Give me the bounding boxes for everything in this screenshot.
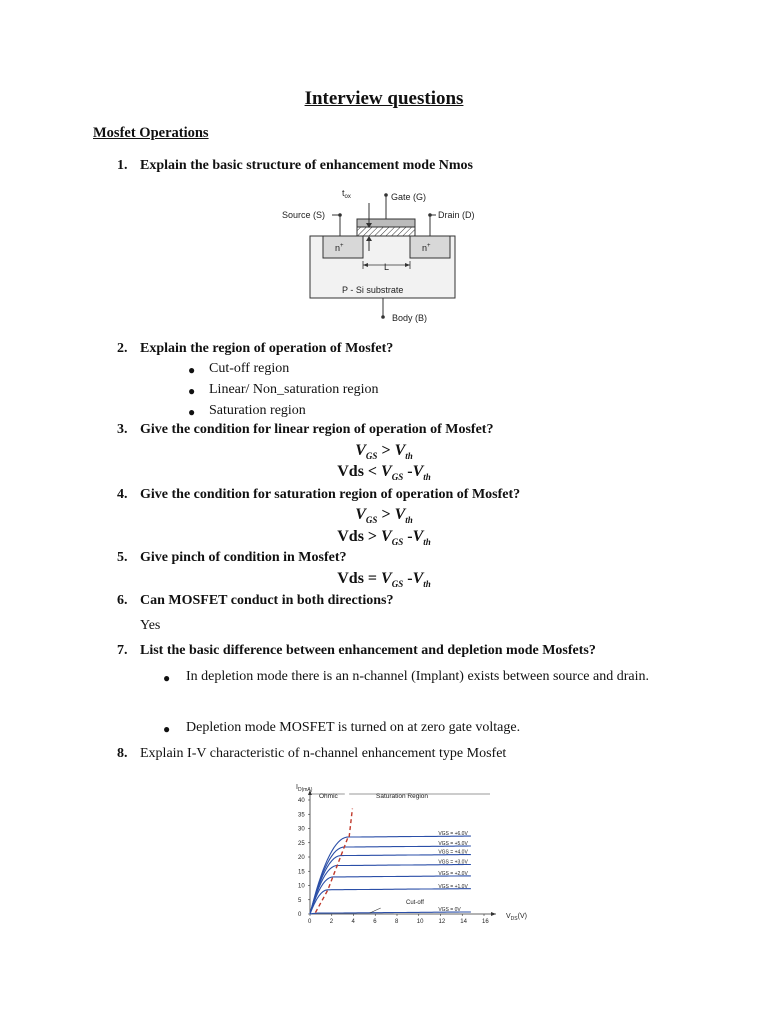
x-axis-arrow: [491, 912, 496, 916]
chart-series-labels: [438, 831, 468, 913]
region-item: Cut-off region: [209, 361, 290, 376]
gate-label: Gate (G): [391, 192, 427, 202]
bullet-icon: ●: [188, 405, 196, 419]
drain-n-label: n+: [422, 243, 431, 253]
x-tick-label: 2: [329, 919, 334, 925]
y-tick-label: 40: [298, 798, 305, 804]
bullet-icon: ●: [188, 384, 196, 398]
pinch-off-locus: [315, 837, 348, 913]
x-tick-label: 14: [460, 919, 467, 925]
question-text: Give the condition for linear region of operation of Mosfet?: [140, 422, 494, 437]
series-label: VGS = 0V: [438, 907, 461, 914]
y-tick-label: 15: [298, 869, 305, 876]
x-tick-label: 6: [373, 919, 377, 925]
tox-label: $t_{ox}$: [342, 188, 351, 200]
bullet-icon: ●: [163, 722, 171, 736]
question-text: Give the condition for saturation region of operation of Mosfet?: [140, 487, 521, 502]
x-tick-label: 16: [482, 919, 489, 925]
region-item: Linear/ Non_saturation region: [209, 382, 379, 397]
substrate-label: P - Si substrate: [342, 285, 404, 295]
question-number: 2.: [117, 341, 128, 356]
question-text: List the basic difference between enhancement and depletion mode Mosfets?: [140, 643, 596, 658]
bullet-icon: ●: [163, 671, 171, 685]
x-tick-label: 10: [416, 919, 424, 925]
formula-vgs-gt-vth: $V_{GS} > V_{th}$: [355, 442, 413, 462]
region-item: Saturation region: [209, 403, 306, 418]
y-axis-title: $I_{D(mA)}$: [296, 784, 313, 793]
question-text: Give pinch of condition in Mosfet?: [140, 550, 347, 565]
series-label: VGS = +3.0V: [438, 859, 468, 866]
x-tick-label: 0: [308, 919, 312, 925]
depletion-point: In depletion mode there is an n-channel (Implant) exists between source and drain.: [186, 669, 650, 684]
question-number: 7.: [117, 643, 128, 658]
source-n-label: n+: [335, 243, 344, 253]
question-text: Explain the region of operation of Mosfet?: [140, 341, 394, 356]
question-number: 6.: [117, 593, 128, 608]
formula-vgs-gt-vth: $V_{GS} > V_{th}$: [355, 506, 413, 526]
x-tick-label: 4: [351, 919, 355, 925]
question-text: Explain I-V characteristic of n-channel enhancement type Mosfet: [140, 746, 507, 761]
x-tick-label: 8: [395, 919, 399, 925]
question-text: Explain the basic structure of enhancement mode Nmos: [140, 158, 474, 173]
page-title: Interview questions: [304, 88, 464, 109]
series-label: VGS = +1.0V: [438, 883, 468, 890]
question-number: 5.: [117, 550, 128, 565]
section-heading: Mosfet Operations: [93, 125, 209, 141]
series-label: VGS = +6.0V: [438, 831, 468, 838]
question-number: 3.: [117, 422, 128, 437]
y-tick-label: 30: [298, 826, 305, 833]
question-text: Can MOSFET conduct in both directions?: [140, 593, 394, 608]
question-number: 1.: [117, 158, 128, 173]
cutoff-annotation: Cut-off: [406, 900, 424, 906]
question-number: 8.: [117, 746, 128, 761]
drain-label: Drain (D): [438, 210, 475, 220]
ohmic-annotation: Ohmic: [319, 793, 338, 800]
gate-electrode: [357, 219, 415, 227]
answer-text: Yes: [140, 618, 161, 633]
pinch-off-locus-extension: [349, 809, 352, 838]
depletion-point: Depletion mode MOSFET is turned on at zero gate voltage.: [186, 720, 521, 735]
y-tick-label: 35: [298, 812, 305, 819]
formula-vds-eq: Vds = $V_{GS}$ $-V_{th}$: [337, 570, 431, 590]
formula-vds-gt: Vds > $V_{GS}$ $-V_{th}$: [337, 528, 431, 548]
iv-characteristic-chart: [288, 780, 533, 930]
channel-length-label: L: [384, 262, 390, 272]
nmos-structure-diagram: [280, 183, 475, 328]
source-label: Source (S): [282, 210, 326, 220]
series-label: VGS = +5.0V: [438, 841, 468, 848]
y-tick-label: 5: [298, 897, 302, 904]
y-tick-label: 0: [298, 912, 302, 918]
y-tick-label: 25: [298, 840, 305, 847]
x-axis-title: $V_{DS}(V)$: [506, 913, 527, 922]
body-label: Body (B): [392, 313, 428, 323]
series-label: VGS = +4.0V: [438, 849, 468, 856]
gate-oxide: [357, 227, 415, 236]
iv-curve: [310, 846, 471, 914]
saturation-annotation: Saturation Region: [376, 793, 429, 800]
series-label: VGS = +2.0V: [438, 870, 468, 877]
bullet-icon: ●: [188, 363, 196, 377]
x-tick-label: 12: [438, 919, 446, 925]
chart-axes: [308, 790, 496, 916]
formula-vds-lt: Vds < $V_{GS}$ $-V_{th}$: [337, 463, 431, 483]
y-tick-label: 20: [298, 855, 305, 861]
question-number: 4.: [117, 487, 128, 502]
y-tick-label: 10: [298, 883, 305, 890]
